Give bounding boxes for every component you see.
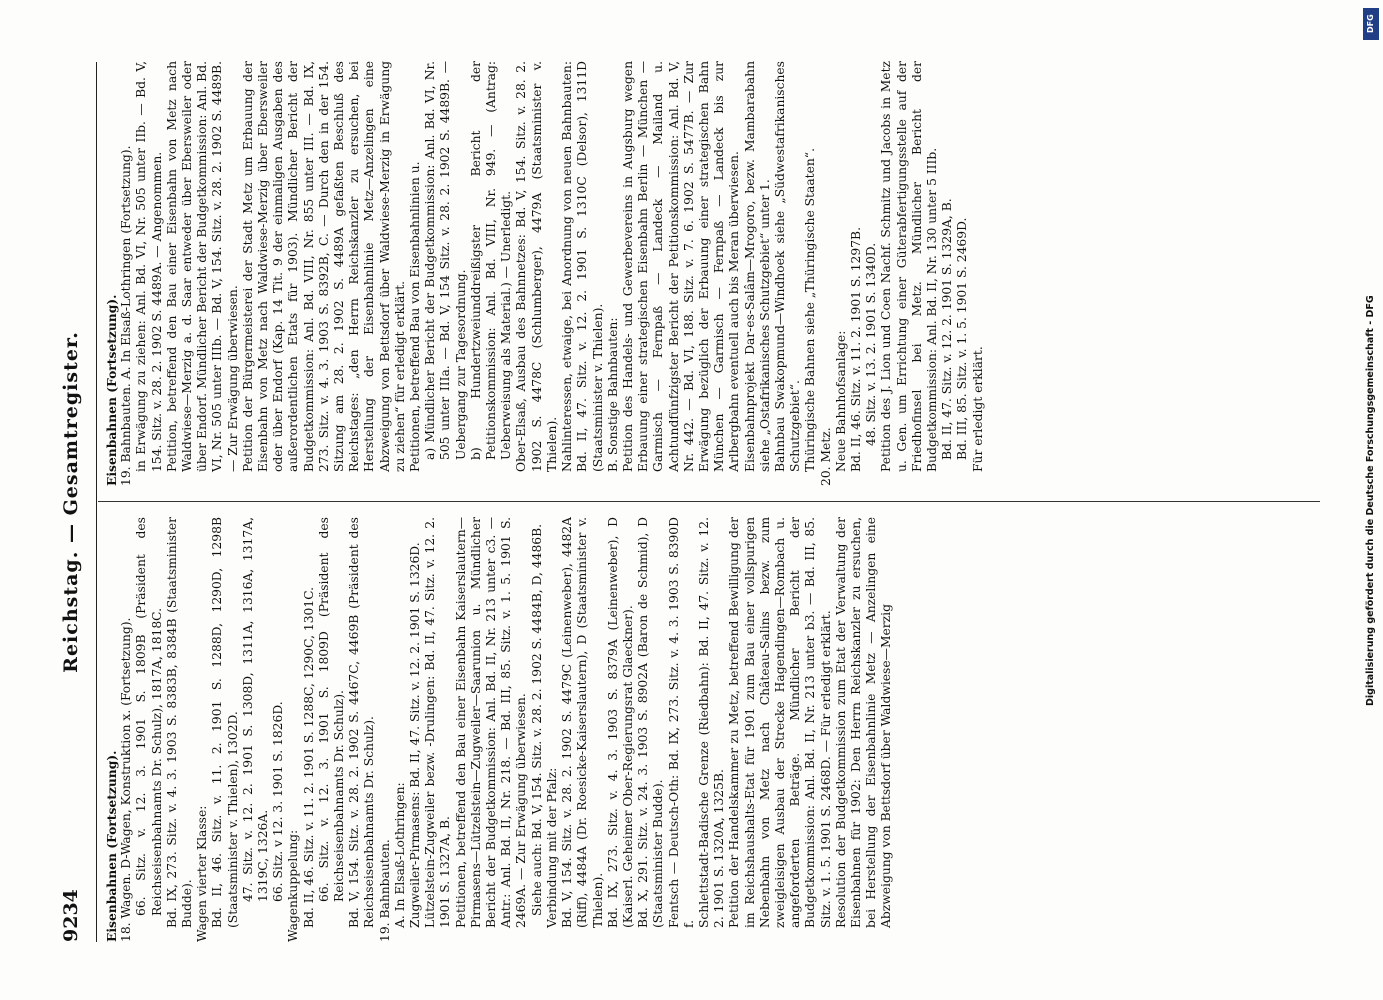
register-entry: 19. Bahnbauten. (377, 839, 392, 942)
register-entry: Bd. V, 154. Sitz. v. 28. 2. 1902 S. 4479C (Leinenweber), 4482A (Riff), 4484A (Dr. Roesicke-Kaiserslautern), D (Staatsminister v. Thielen). (560, 517, 605, 928)
register-entry: Zugweiler-Pirmasens: Bd. II, 47. Sitz. v. 12. 2. 1901 S. 1326D. (408, 542, 423, 928)
left-column (104, 517, 1319, 942)
right-column (104, 61, 1319, 486)
register-entry: Bd. V, 154. Sitz. v. 28. 2. 1902 S. 4467C, 4469B (Präsident des Reichseisenbahnamts Dr. Schulz). (347, 517, 377, 928)
register-entry: 66. Sitz. v. 12. 3. 1901 S. 1809D (Präsident des Reichseisenbahnamts Dr. Schulz). (316, 517, 347, 902)
register-entry: Petition der Handelskammer zu Metz, betreffend Bewilligung der im Reichshaushalts-Etat für 1901 zum Bau einer vollspurigen Nebenbahn von Metz nach Château-Salins bezw. zum zweigleisigen Ausbau der Strecke Hagendingen—Rombach u. angeforderten Beträge. Mündlicher Bericht der Budgetkommission: Anl. Bd. II, Nr. 213 unter b3. — Bd. III, 85. Sitz. v. 1. 5. 1901 S. 2468D. — Für erledigt erklärt. (727, 517, 833, 928)
register-entry: Neue Bahnhofsanlage: (833, 330, 848, 472)
register-entry: 66. Sitz. v. 12. 3. 1901 S. 1809B (Präsident des Reichseisenbahnamts Dr. Schulz), 1817A, 1818C. (134, 517, 164, 916)
register-entry: Eisenbahnprojekt Dar-es-Salâm—Mrogoro, bezw. Mambarabahn siehe „Ostafrikanisches Schutzgebiet“ unter 1. (742, 61, 772, 472)
register-entry: Bd. III, 85. Sitz. v. 1. 5. 1901 S. 2469D. (955, 217, 970, 460)
dfg-logo: DFG (1363, 8, 1379, 40)
register-entry: Resolution der Budgetkommission zum Etat der Verwaltung der Eisenbahnen für 1902: Den Herrn Reichskanzler zu ersuchen, bei Herstellung der Eisenbahnlinie Metz — Anzelingen eine Abzweigung von Bettsdorf über Waldwiese—Merzig (833, 517, 894, 928)
register-entry: Für erledigt erklärt. (970, 346, 985, 472)
register-entry: 66. Sitz. v 12. 3. 1901 S. 1826D. (271, 701, 286, 902)
register-entry: 19. Bahnbauten. A. In Elsaß-Lothringen (Fortsetzung). (119, 145, 134, 486)
register-entry: Fentsch — Deutsch-Oth: Bd. IX, 273. Sitz. v. 4. 3. 1903 S. 8390D f. (666, 517, 696, 928)
dfg-footer-note: Digitalisierung gefördert durch die Deutsche Forschungsgemeinschaft - DFG (1365, 295, 1376, 706)
register-entry: Siehe auch: Bd. V, 154. Sitz. v. 28. 2. 1902 S. 4484B, D, 4486B. (529, 523, 544, 916)
register-entry: B. Sonstige Bahnbauten: (605, 317, 620, 472)
column-divider (98, 501, 1320, 502)
register-entry: Nahlinteressen, etwaige, bei Anordnung von neuen Bahnbauten: Bd. II, 47. Sitz. v. 12. 2. 1901 S. 1310C (Delsor), 1311D (Staatsminister v. Thielen). (560, 61, 605, 472)
running-header (60, 62, 100, 942)
register-entry: Verbindung mit der Pfalz: (544, 767, 559, 928)
register-entry: 20. Metz. (818, 427, 833, 486)
register-entry: 48. Sitz. v. 13. 2. 1901 S. 1340D. (864, 242, 879, 446)
register-entry: Petitionen, betreffend Bau von Eisenbahnlinien u. (408, 161, 423, 472)
header-rule (96, 62, 97, 942)
register-entry: Bahnbau Swakopmund—Windhoek siehe „Südwestafrikanisches Schutzgebiet“. (772, 61, 803, 472)
register-entry: Petitionen, betreffend den Bau einer Eisenbahn Kaiserslautern—Pirmasens—Lützelstein—Zugweiler—Saarunion u. Mündlicher Bericht der Budgetkommission: Anl. Bd. II, Nr. 213 unter c3. — Antr.: Anl. Bd. II, Nr. 218. — Bd. III, 85. Sitz. v. 1. 5. 1901 S. 2469A. — Zur Erwägung überwiesen. (453, 517, 529, 928)
register-entry: Bd. X, 291. Sitz. v. 24. 3. 1903 S. 8902A (Baron de Schmid), D (Staatsminister Budde). (636, 517, 666, 928)
register-entry: Bd. II, 46. Sitz. v. 11. 2. 1901 S. 1288D, 1290D, 1298B (Staatsminister v. Thielen), 1302D. (210, 517, 240, 928)
register-entry: A. In Elsaß-Lothringen: (392, 782, 407, 928)
register-entry: Bd. IX, 273. Sitz. v. 4. 3. 1903 S. 8383B, 8384B (Staatsminister Budde). (164, 517, 195, 928)
register-entry: Bd. II, 46. Sitz. v. 11. 2. 1901 S. 1297B. (848, 227, 863, 472)
register-entry: Bd. II, 46. Sitz. v. 11. 2. 1901 S. 1288C, 1290C, 1301C. (301, 586, 316, 928)
register-entry: Eisenbahnen (Fortsetzung). (104, 294, 119, 486)
register-entry: Schlettstadt-Badische Grenze (Riedbahn): Bd. II, 47. Sitz. v. 12. 2. 1901 S. 1320A, 1325B. (696, 517, 727, 928)
page-title: Reichstag. — Gesamtregister. (60, 331, 82, 673)
register-entry: Lützelstein-Zugweiler bezw. -Drulingen: Bd. II, 47. Sitz. v. 12. 2. 1901 S. 1327A, B. (423, 517, 453, 928)
register-entry: a) Mündlicher Bericht der Budgetkommission: Anl. Bd. VI, Nr. 505 unter IIIa. — Bd. V, 154 Sitz. v. 28. 2. 1902 S. 4489B. — Uebergang zur Tagesordnung. (423, 61, 468, 460)
register-entry: 47. Sitz. v. 12. 2. 1901 S. 1308D, 1311A, 1316A, 1317A, 1319C, 1326A. (240, 517, 271, 902)
page-number: 9234 (60, 889, 82, 942)
register-entry: Petition des J. Lion und Coen Nachf. Schmitz und Jacobs in Metz u. Gen. um Errichtung einer Güterabfertigungsstelle auf der Friedhofinsel bei Metz. Mündlicher Bericht der Budgetkommission: Anl. Bd. II, Nr. 130 unter 5 IIIb. (879, 61, 939, 472)
register-entry: Bd. IX, 273. Sitz. v. 4. 3. 1903 S. 8379A (Leinenweber), D (Kaiserl. Geheimer Ober-Regierungsrat Glaeckner). (605, 517, 635, 928)
register-entry: in Erwägung zu ziehen: Anl. Bd. VI, Nr. 505 unter IIb. — Bd. V, 154. Sitz. v. 28. 2. 1902 S. 4489A. — Angenommen. (134, 61, 164, 472)
register-entry: Eisenbahnen (Fortsetzung). (104, 750, 119, 942)
register-entry: Wagenkuppelung: (286, 829, 301, 942)
register-entry: Petition des Handels- und Gewerbevereins in Augsburg wegen Erbauung einer strategischen Eisenbahn Berlin — München — Garmisch — Fernpaß — Landeck — Mailand u. Achtundfünfzigster Bericht der Petitionskommission: Anl. Bd. V, Nr. 442. — Bd. VI, 188. Sitz. v. 7. 6. 1902 S. 5477B. — Zur Erwägung bezüglich der Erbauung einer strategischen Bahn München — Garmisch — Fernpaß — Landeck bis zur Arlbergbahn eventuell auch bis Meran überwiesen. (620, 61, 742, 472)
register-entry: Bd. II, 47. Sitz. v. 12. 2. 1901 S. 1329A, B. (940, 198, 955, 460)
register-entry: Petition, betreffend den Bau einer Eisenbahn von Metz nach Waldwiese—Merzig a. d. Saar entweder über Ebersweiler oder über Endorf. Mündlicher Bericht der Budgetkommission: Anl. Bd. VI, Nr. 505 unter IIIb. — Bd. V, 154. Sitz. v. 28. 2. 1902 S. 4489B. — Zur Erwägung überwiesen. (164, 61, 240, 472)
dfg-attribution (1363, 8, 1379, 708)
register-entry: Wagen vierter Klasse: (195, 805, 210, 942)
register-entry: b) Hundertzweiunddreißigster Bericht der Petitionskommission: Anl. Bd. VIII, Nr. 949. — (Antrag: Ueberweisung als Material.) — Unerledigt. (468, 61, 514, 460)
register-entry: Petition der Bürgermeisterei der Stadt Metz um Erbauung der Eisenbahn von Metz nach Waldwiese-Merzig über Ebersweiler oder über Endorf (Kap. 14 Tit. 9 der einmaligen Ausgaben des außerordentlichen Etats für 1903). Mündlicher Bericht der Budgetkommission: Anl. Bd. VIII, Nr. 855 unter III. — Bd. IX, 273. Sitz. v. 4. 3. 1903 S. 8392B, C. — Durch den in der 154. Sitzung am 28. 2. 1902 S. 4489A gefaßten Beschluß des Reichstages: „den Herrn Reichskanzler zu ersuchen, bei Herstellung der Eisenbahnlinie Metz—Anzelingen eine Abzweigung von Bettsdorf über Waldwiese-Merzig in Erwägung zu ziehen“ für erledigt erklärt. (240, 61, 407, 472)
register-entry: Thüringische Bahnen siehe „Thüringische Staaten“. (803, 148, 818, 472)
register-entry: 18. Wagen. D-Wagen, Konstruktion x. (Fortsetzung). (119, 617, 134, 942)
register-entry: Ober-Elsaß, Ausbau des Bahnnetzes: Bd. V, 154. Sitz. v. 28. 2. 1902 S. 4478C (Schlumberger), 4479A (Staatsminister v. Thielen). (514, 61, 559, 472)
